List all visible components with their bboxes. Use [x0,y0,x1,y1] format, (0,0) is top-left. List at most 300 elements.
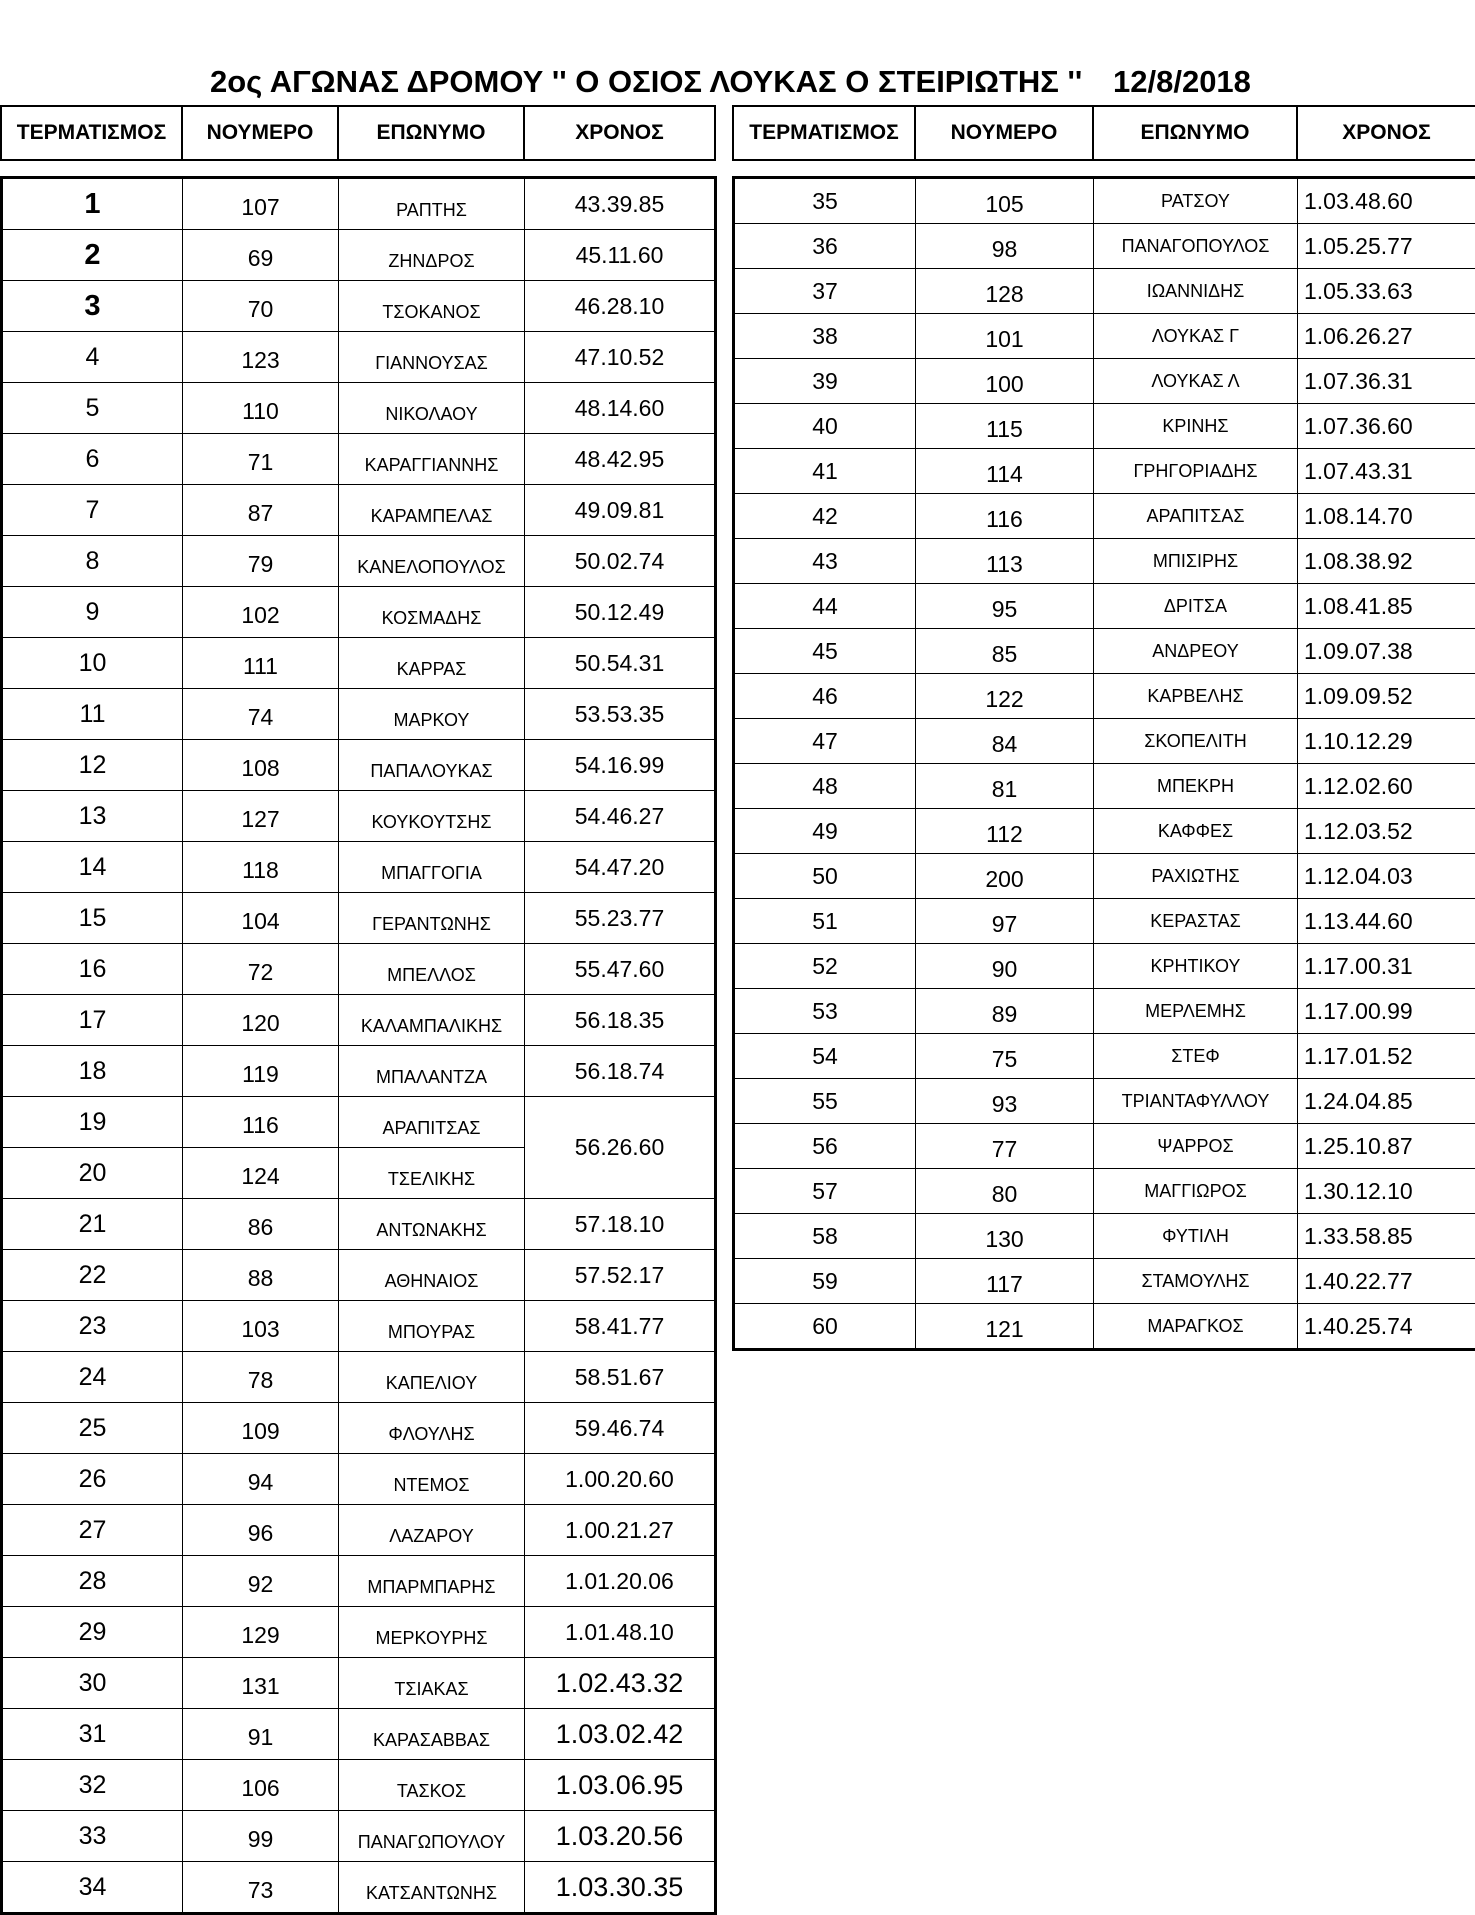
bib-number: 127 [183,791,339,842]
finish-position: 16 [2,944,183,995]
surname: ΛΟΥΚΑΣ Λ [1094,359,1298,404]
table-row [2,1862,716,1914]
finish-time: 1.08.14.70 [1298,494,1475,539]
table-row [2,1199,716,1250]
surname: ΑΝΔΡΕΟΥ [1094,629,1298,674]
bib-number: 102 [183,587,339,638]
header-surname: ΕΠΩΝΥΜΟ [338,106,524,160]
surname: ΡΑΧΙΩΤΗΣ [1094,854,1298,899]
surname: ΜΠΑΓΓΟΓΙΑ [339,842,525,893]
finish-time: 1.12.04.03 [1298,854,1475,899]
finish-time: 59.46.74 [525,1403,716,1454]
bib-number: 73 [183,1862,339,1914]
table-row [2,995,716,1046]
bib-number: 130 [916,1214,1094,1259]
finish-position: 36 [734,224,916,269]
surname: ΚΕΡΑΣΤΑΣ [1094,899,1298,944]
finish-time: 1.06.26.27 [1298,314,1475,359]
table-row [734,854,1475,899]
finish-time: 1.30.12.10 [1298,1169,1475,1214]
finish-position: 13 [2,791,183,842]
finish-time: 1.03.02.42 [525,1709,716,1760]
surname: ΜΠΟΥΡΑΣ [339,1301,525,1352]
header-surname: ΕΠΩΝΥΜΟ [1093,106,1297,160]
table-row [2,1658,716,1709]
finish-position: 52 [734,944,916,989]
finish-time: 1.12.02.60 [1298,764,1475,809]
finish-position: 35 [734,178,916,224]
bib-number: 111 [183,638,339,689]
bib-number: 109 [183,1403,339,1454]
finish-position: 26 [2,1454,183,1505]
surname: ΚΑΠΕΛΙΟΥ [339,1352,525,1403]
bib-number: 90 [916,944,1094,989]
finish-time: 54.47.20 [525,842,716,893]
table-row [734,674,1475,719]
bib-number: 119 [183,1046,339,1097]
finish-time: 1.07.43.31 [1298,449,1475,494]
finish-position: 50 [734,854,916,899]
table-row [2,1454,716,1505]
table-row [2,383,716,434]
surname: ΣΚΟΠΕΛΙΤΗ [1094,719,1298,764]
table-row [734,1034,1475,1079]
finish-position: 30 [2,1658,183,1709]
finish-position: 10 [2,638,183,689]
header-position: ΤΕΡΜΑΤΙΣΜΟΣ [1,106,182,160]
finish-position: 15 [2,893,183,944]
finish-time: 53.53.35 [525,689,716,740]
bib-number: 87 [183,485,339,536]
table-row [734,359,1475,404]
finish-time: 1.05.25.77 [1298,224,1475,269]
surname: ΚΑΛΑΜΠΑΛΙΚΗΣ [339,995,525,1046]
bib-number: 93 [916,1079,1094,1124]
finish-time: 1.25.10.87 [1298,1124,1475,1169]
table-row [2,1760,716,1811]
surname: ΡΑΠΤΗΣ [339,178,525,230]
finish-position: 28 [2,1556,183,1607]
finish-position: 60 [734,1304,916,1350]
finish-position: 31 [2,1709,183,1760]
bib-number: 75 [916,1034,1094,1079]
surname: ΤΑΣΚΟΣ [339,1760,525,1811]
bib-number: 100 [916,359,1094,404]
bib-number: 86 [183,1199,339,1250]
finish-position: 57 [734,1169,916,1214]
finish-time: 1.03.30.35 [525,1862,716,1914]
finish-position: 9 [2,587,183,638]
bib-number: 103 [183,1301,339,1352]
finish-position: 43 [734,539,916,584]
finish-position: 19 [2,1097,183,1148]
table-row [2,638,716,689]
surname: ΚΑΝΕΛΟΠΟΥΛΟΣ [339,536,525,587]
bib-number: 113 [916,539,1094,584]
surname: ΛΑΖΑΡΟΥ [339,1505,525,1556]
finish-position: 14 [2,842,183,893]
bib-number: 72 [183,944,339,995]
finish-position: 20 [2,1148,183,1199]
surname: ΝΤΕΜΟΣ [339,1454,525,1505]
table-row [734,1079,1475,1124]
table-row [734,1259,1475,1304]
finish-time: 1.07.36.31 [1298,359,1475,404]
table-row [2,740,716,791]
bib-number: 122 [916,674,1094,719]
bib-number: 92 [183,1556,339,1607]
table-row [2,1352,716,1403]
table-row [734,629,1475,674]
finish-position: 34 [2,1862,183,1914]
finish-position: 58 [734,1214,916,1259]
bib-number: 112 [916,809,1094,854]
table-row [734,178,1475,224]
table-row [2,587,716,638]
finish-position: 5 [2,383,183,434]
bib-number: 116 [916,494,1094,539]
table-row [734,764,1475,809]
bib-number: 88 [183,1250,339,1301]
finish-position: 41 [734,449,916,494]
finish-position: 23 [2,1301,183,1352]
finish-time: 1.33.58.85 [1298,1214,1475,1259]
surname: ΤΣΟΚΑΝΟΣ [339,281,525,332]
finish-time: 1.01.48.10 [525,1607,716,1658]
table-row [2,1046,716,1097]
finish-time: 1.17.00.99 [1298,989,1475,1034]
finish-position: 7 [2,485,183,536]
table-row [734,404,1475,449]
surname: ΑΡΑΠΙΤΣΑΣ [1094,494,1298,539]
bib-number: 120 [183,995,339,1046]
finish-time: 47.10.52 [525,332,716,383]
surname: ΚΑΤΣΑΝΤΩΝΗΣ [339,1862,525,1914]
finish-position: 11 [2,689,183,740]
bib-number: 99 [183,1811,339,1862]
surname: ΚΑΡΒΕΛΗΣ [1094,674,1298,719]
bib-number: 101 [916,314,1094,359]
bib-number: 123 [183,332,339,383]
finish-time: 57.18.10 [525,1199,716,1250]
finish-time: 1.03.06.95 [525,1760,716,1811]
surname: ΜΕΡΚΟΥΡΗΣ [339,1607,525,1658]
finish-position: 32 [2,1760,183,1811]
surname: ΠΑΠΑΛΟΥΚΑΣ [339,740,525,791]
finish-time: 1.08.38.92 [1298,539,1475,584]
bib-number: 89 [916,989,1094,1034]
finish-time: 1.01.20.06 [525,1556,716,1607]
surname: ΜΠΑΛΑΝΤΖΑ [339,1046,525,1097]
finish-time: 1.08.41.85 [1298,584,1475,629]
finish-position: 27 [2,1505,183,1556]
surname: ΚΑΡΑΜΠΕΛΑΣ [339,485,525,536]
table-row [2,1403,716,1454]
table-row [2,230,716,281]
bib-number: 70 [183,281,339,332]
finish-position: 24 [2,1352,183,1403]
finish-time: 1.17.01.52 [1298,1034,1475,1079]
finish-position: 21 [2,1199,183,1250]
race-date: 12/8/2018 [1113,62,1251,102]
finish-position: 56 [734,1124,916,1169]
table-row [2,1505,716,1556]
surname: ΦΥΤΙΛΗ [1094,1214,1298,1259]
table-row [734,494,1475,539]
surname: ΜΠΑΡΜΠΑΡΗΣ [339,1556,525,1607]
finish-position: 38 [734,314,916,359]
finish-position: 25 [2,1403,183,1454]
finish-time: 1.09.09.52 [1298,674,1475,719]
finish-time: 43.39.85 [525,178,716,230]
finish-position: 17 [2,995,183,1046]
bib-number: 115 [916,404,1094,449]
bib-number: 84 [916,719,1094,764]
table-row [734,539,1475,584]
surname: ΜΑΡΑΓΚΟΣ [1094,1304,1298,1350]
finish-time: 55.47.60 [525,944,716,995]
finish-position: 8 [2,536,183,587]
surname: ΜΕΡΛΕΜΗΣ [1094,989,1298,1034]
finish-position: 40 [734,404,916,449]
finish-time: 1.40.25.74 [1298,1304,1475,1350]
finish-position: 48 [734,764,916,809]
surname: ΚΑΡΡΑΣ [339,638,525,689]
surname: ΚΑΦΦΕΣ [1094,809,1298,854]
surname: ΑΡΑΠΙΤΣΑΣ [339,1097,525,1148]
finish-position: 37 [734,269,916,314]
bib-number: 200 [916,854,1094,899]
header-left [0,105,716,161]
finish-position: 45 [734,629,916,674]
finish-time: 1.05.33.63 [1298,269,1475,314]
finish-position: 33 [2,1811,183,1862]
bib-number: 105 [916,178,1094,224]
header-bib: ΝΟΥΜΕΡΟ [182,106,338,160]
surname: ΚΟΥΚΟΥΤΣΗΣ [339,791,525,842]
surname: ΓΡΗΓΟΡΙΑΔΗΣ [1094,449,1298,494]
finish-time: 1.40.22.77 [1298,1259,1475,1304]
header-time: ΧΡΟΝΟΣ [524,106,715,160]
finish-position: 2 [2,230,183,281]
table-row [734,809,1475,854]
finish-time: 50.54.31 [525,638,716,689]
finish-time: 55.23.77 [525,893,716,944]
finish-time: 1.09.07.38 [1298,629,1475,674]
bib-number: 94 [183,1454,339,1505]
finish-position: 47 [734,719,916,764]
surname: ΜΠΙΣΙΡΗΣ [1094,539,1298,584]
table-row [734,1124,1475,1169]
finish-time: 56.18.74 [525,1046,716,1097]
finish-time: 1.24.04.85 [1298,1079,1475,1124]
finish-time: 49.09.81 [525,485,716,536]
surname: ΓΙΑΝΝΟΥΣΑΣ [339,332,525,383]
surname: ΜΠΕΚΡΗ [1094,764,1298,809]
finish-time: 54.46.27 [525,791,716,842]
surname: ΚΡΗΤΙΚΟΥ [1094,944,1298,989]
finish-position: 51 [734,899,916,944]
bib-number: 95 [916,584,1094,629]
finish-position: 3 [2,281,183,332]
header-right [732,105,1475,161]
table-row [2,434,716,485]
surname: ΛΟΥΚΑΣ Γ [1094,314,1298,359]
finish-position: 44 [734,584,916,629]
finish-position: 12 [2,740,183,791]
surname: ΦΛΟΥΛΗΣ [339,1403,525,1454]
finish-position: 39 [734,359,916,404]
race-title: 2ος ΑΓΩΝΑΣ ΔΡΟΜΟΥ '' Ο ΟΣΙΟΣ ΛΟΥΚΑΣ Ο ΣΤΕΙΡΙΩΤΗΣ '' [210,62,1082,102]
table-row [2,1556,716,1607]
surname: ΡΑΤΣΟΥ [1094,178,1298,224]
results-table-right [732,176,1475,1351]
finish-position: 42 [734,494,916,539]
bib-number: 129 [183,1607,339,1658]
table-row [2,689,716,740]
finish-position: 4 [2,332,183,383]
table-row [734,269,1475,314]
surname: ΚΡΙΝΗΣ [1094,404,1298,449]
bib-number: 118 [183,842,339,893]
finish-time: 1.12.03.52 [1298,809,1475,854]
table-row [734,719,1475,764]
finish-time: 56.18.35 [525,995,716,1046]
surname: ΤΣΙΑΚΑΣ [339,1658,525,1709]
table-row [734,584,1475,629]
surname: ΑΘΗΝΑΙΟΣ [339,1250,525,1301]
finish-time: 1.07.36.60 [1298,404,1475,449]
table-row [734,899,1475,944]
surname: ΙΩΑΝΝΙΔΗΣ [1094,269,1298,314]
surname: ΣΤΑΜΟΥΛΗΣ [1094,1259,1298,1304]
surname: ΤΡΙΑΝΤΑΦΥΛΛΟΥ [1094,1079,1298,1124]
bib-number: 78 [183,1352,339,1403]
table-row [2,536,716,587]
table-row [734,1214,1475,1259]
bib-number: 69 [183,230,339,281]
finish-time: 1.03.48.60 [1298,178,1475,224]
table-row [2,1097,716,1148]
surname: ΚΑΡΑΣΑΒΒΑΣ [339,1709,525,1760]
surname: ΓΕΡΑΝΤΩΝΗΣ [339,893,525,944]
finish-position: 54 [734,1034,916,1079]
header-position: ΤΕΡΜΑΤΙΣΜΟΣ [733,106,915,160]
table-row [2,1607,716,1658]
bib-number: 131 [183,1658,339,1709]
table-row [2,1811,716,1862]
finish-time: 48.42.95 [525,434,716,485]
table-row [734,449,1475,494]
finish-time: 54.16.99 [525,740,716,791]
table-row [734,944,1475,989]
results-table-left [0,176,717,1915]
finish-time: 50.02.74 [525,536,716,587]
header-time: ΧΡΟΝΟΣ [1297,106,1475,160]
surname: ΣΤΕΦ [1094,1034,1298,1079]
bib-number: 128 [916,269,1094,314]
table-row [2,178,716,230]
finish-position: 59 [734,1259,916,1304]
surname: ΔΡΙΤΣΑ [1094,584,1298,629]
finish-time: 58.51.67 [525,1352,716,1403]
surname: ΜΠΕΛΛΟΣ [339,944,525,995]
bib-number: 91 [183,1709,339,1760]
table-row [734,1304,1475,1350]
surname: ΤΣΕΛΙΚΗΣ [339,1148,525,1199]
finish-time: 1.00.21.27 [525,1505,716,1556]
bib-number: 98 [916,224,1094,269]
finish-position: 18 [2,1046,183,1097]
bib-number: 124 [183,1148,339,1199]
finish-time: 48.14.60 [525,383,716,434]
bib-number: 108 [183,740,339,791]
surname: ΜΑΓΓΙΩΡΟΣ [1094,1169,1298,1214]
bib-number: 107 [183,178,339,230]
surname: ΚΑΡΑΓΓΙΑΝΝΗΣ [339,434,525,485]
surname: ΚΟΣΜΑΔΗΣ [339,587,525,638]
bib-number: 110 [183,383,339,434]
finish-time: 1.02.43.32 [525,1658,716,1709]
finish-time: 57.52.17 [525,1250,716,1301]
table-row [2,893,716,944]
surname: ΖΗΝΔΡΟΣ [339,230,525,281]
finish-time: 45.11.60 [525,230,716,281]
finish-time: 1.13.44.60 [1298,899,1475,944]
finish-position: 1 [2,178,183,230]
bib-number: 85 [916,629,1094,674]
finish-position: 6 [2,434,183,485]
finish-time: 1.00.20.60 [525,1454,716,1505]
page-title [0,62,1475,102]
bib-number: 81 [916,764,1094,809]
bib-number: 79 [183,536,339,587]
finish-time: 58.41.77 [525,1301,716,1352]
bib-number: 116 [183,1097,339,1148]
finish-position: 46 [734,674,916,719]
bib-number: 114 [916,449,1094,494]
table-row [734,1169,1475,1214]
finish-position: 53 [734,989,916,1034]
table-row [2,842,716,893]
bib-number: 77 [916,1124,1094,1169]
bib-number: 106 [183,1760,339,1811]
table-row [2,281,716,332]
finish-time: 50.12.49 [525,587,716,638]
table-row [2,1250,716,1301]
finish-time: 46.28.10 [525,281,716,332]
finish-time: 1.03.20.56 [525,1811,716,1862]
table-row [2,1709,716,1760]
surname: ΑΝΤΩΝΑΚΗΣ [339,1199,525,1250]
table-row [2,485,716,536]
bib-number: 121 [916,1304,1094,1350]
surname: ΠΑΝΑΓΟΠΟΥΛΟΣ [1094,224,1298,269]
finish-position: 49 [734,809,916,854]
finish-position: 55 [734,1079,916,1124]
table-row [734,314,1475,359]
table-row [734,989,1475,1034]
bib-number: 97 [916,899,1094,944]
bib-number: 96 [183,1505,339,1556]
bib-number: 117 [916,1259,1094,1304]
table-row [2,332,716,383]
surname: ΠΑΝΑΓΩΠΟΥΛΟΥ [339,1811,525,1862]
surname: ΝΙΚΟΛΑΟΥ [339,383,525,434]
header-bib: ΝΟΥΜΕΡΟ [915,106,1093,160]
bib-number: 80 [916,1169,1094,1214]
finish-time: 1.10.12.29 [1298,719,1475,764]
